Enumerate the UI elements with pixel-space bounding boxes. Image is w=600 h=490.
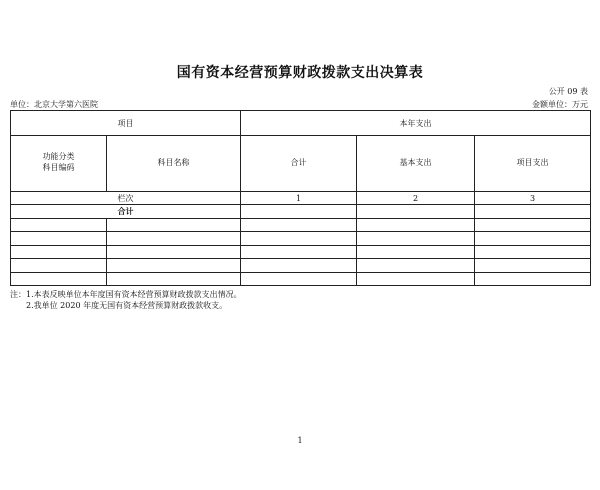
basic-expenditure-header: 基本支出 bbox=[399, 158, 432, 167]
function-code-label: 科目编码 bbox=[42, 163, 75, 172]
reporting-unit: 单位：北京大学第六医院 bbox=[10, 100, 98, 109]
rule-code-name-lower bbox=[106, 218, 107, 285]
note-2: 2.我单位 2020 年度无国有资本经营预算财政拨款收支。 bbox=[26, 301, 228, 310]
total-row-label: 合计 bbox=[117, 206, 134, 216]
project-expenditure-header: 项目支出 bbox=[516, 158, 549, 167]
subject-name-header: 科目名称 bbox=[157, 158, 190, 167]
rule-row-5 bbox=[11, 272, 590, 273]
table-notes bbox=[10, 289, 242, 311]
total-header: 合计 bbox=[290, 158, 307, 167]
column-number-label: 栏次 bbox=[117, 194, 134, 203]
rule-row-3 bbox=[11, 245, 590, 246]
rule-under-header bbox=[11, 135, 590, 136]
page-title: 国有资本经营预算财政拨款支出决算表 bbox=[176, 65, 424, 81]
rule-under-column-nums bbox=[11, 204, 590, 205]
rule-row-4 bbox=[11, 258, 590, 259]
expenditure-table bbox=[10, 110, 591, 286]
rule-row-1 bbox=[11, 218, 590, 219]
function-class-header bbox=[11, 151, 106, 173]
column-number-3: 3 bbox=[529, 194, 536, 203]
column-number-2: 2 bbox=[412, 194, 419, 203]
rule-row-2 bbox=[11, 231, 590, 232]
table-number: 公开 09 表 bbox=[548, 87, 588, 96]
column-number-1: 1 bbox=[295, 194, 302, 203]
function-class-label: 功能分类 bbox=[42, 152, 75, 161]
header-project: 项目 bbox=[117, 119, 134, 128]
header-current-year: 本年支出 bbox=[399, 119, 432, 128]
rule-under-columns bbox=[11, 191, 590, 192]
note-1: 注：1.本表反映单位本年度国有资本经营预算财政拨款支出情况。 bbox=[10, 290, 242, 299]
page-number: 1 bbox=[297, 436, 303, 445]
amount-unit: 金额单位：万元 bbox=[532, 100, 588, 109]
